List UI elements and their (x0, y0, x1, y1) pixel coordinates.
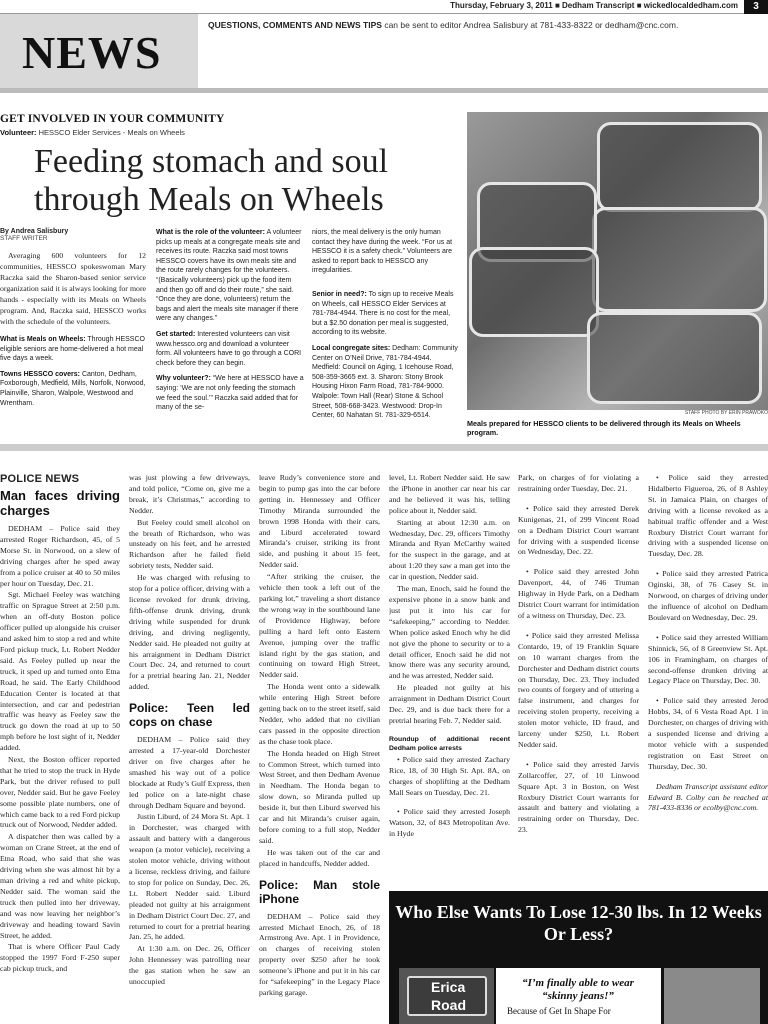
meals-photo (467, 112, 768, 410)
paragraph: DEDHAM – Police said they arrested a 17-year-old Dorchester driver on five charges after he smashed his way out of a police blockade at Rudy’s Gulf Express, then led police on a late-night chase through Dedham Square and beyond. (129, 735, 250, 810)
paragraph: leave Rudy’s convenience store and begin to pump gas into the car before getting in. Hennessey and Officer Timothy Miranda surrounded the brown 1998 Honda with their cars, and Liburd accelerated toward Miranda’s cruiser, striking its front side, and pushing it about 15 feet, Nedder said. (259, 473, 380, 570)
paragraph: “After striking the cruiser, the vehicle then took a left out of the parking lot,” traveling a short distance the wrong way in the southbound lane of Providence Highway, before pulling a hard left onto Eastern Avenue, jumping over the traffic island right by the gas station, and continuing on toward High Street, Nedder said. (259, 572, 380, 680)
divider (0, 88, 768, 93)
questions-line (208, 20, 768, 30)
qa-answer: Interested volunteers can visit www.hessco.org and download a volunteer form. All volunteers have to go through a CORI check before they can begin. (156, 330, 302, 367)
arrest-item: • Police said they arrested Jerod Hobbs, 34, of 6 Vesta Road Apt. 1 in Dorchester, on charges of driving with a suspended license and driving a motor vehicle with a suspended registration on East Street on Thursday, Dec. 30. (648, 696, 768, 771)
qa-answer: niors, the meal delivery is the only human contact they have during the week. “For us at HESSCO it is a safety check.” Volunteers are asked to report back to HESSCO any irregularities. (312, 229, 453, 275)
story-headline: Man faces driving charges (0, 488, 120, 518)
tray-shape (592, 207, 767, 312)
paragraph: Starting at about 12:30 a.m. on Wednesday, Dec. 29, officers Timothy Miranda and Ryan McCarthy waited for the suspect in the garage, and at about 1:20 they saw a man get into the car in question, Nedder said. (389, 517, 510, 582)
police-section-title: POLICE NEWS (0, 473, 80, 485)
paragraph: DEDHAM – Police said they arrested Roger Richardson, 45, of 5 Morse St. in Norwood, on a slew of driving charges after he sped away from a police cruiser at 40 to 50 miles per hour on Tuesday, Dec. 21. (0, 524, 120, 588)
questions-lead: QUESTIONS, COMMENTS AND NEWS TIPS (208, 20, 382, 30)
ad-body: Because of Get In Shape For (503, 1004, 653, 1024)
qa-answer: “We here at HESSCO have a saying: ‘We are not only feeding the stomach we feed the soul.’” Raczka said added that for many of the se- (156, 375, 304, 412)
paragraph: Justin Liburd, of 24 Mora St. Apt. 1 in Dorchester, was charged with assault and battery with a dangerous weapon (a motor vehicle), receiving a stolen motor vehicle, driving without a license, reckless driving, and failure to stop for police on Sunday, Dec. 26, Lt. Robert Nedder said. Liburd pleaded not guilty at his arraignment in Dedham District Court Dec. 27, and returned to court for a pretrial hearing Jan. 25, he added. (129, 812, 250, 942)
qa-answer: Dedham: Community Center on O’Neil Drive, 781-784-4944. Medfield: Council on Aging, 1 Icehouse Road, 508-359-3665 ext. 3. Sharon: Stony Brook Housing Hixon Farm Road, 781-784-9000. Walpole: Town Hall (Rear) Stone & School Street, 508-668-3423. Westwood: Drop-In Center, 60 Nahatan St. 781-329-6514. (312, 344, 458, 420)
lead-paragraph: Averaging 600 volunteers for 12 communities, HESSCO spokeswoman Mary Raczka said the Sharon-based senior service organization said it is always looking for more hands - especially with its Meals on Wheels program. And, Raczka said, HESSCO works with the schedule of the volunteers. (0, 251, 146, 326)
paragraph: Sgt. Michael Feeley was watching traffic on Sprague Street at 2:50 p.m. when an off-duty Boston police officer pulled up alongside his cruiser and asked him to stop a red and white Ford pickup truck, Lt. Robert Nedder said. As Feeley pulled up near the truck, it sped up and turned onto Etna Road, he said. The Early Childhood Education Center is located at that intersection, and car and pedestrian traffic was heavy as Feeley saw the truck go down the road at up to 50 mph before he lost sight of it, Nedder added. (0, 590, 120, 753)
ad-headline: Who Else Wants To Lose 12-30 lbs. In 12 Weeks Or Less? (395, 902, 762, 944)
qa-answer: To sign up to receive Meals on Wheels, call HESSCO Elder Services at 781-784-4944. There is no cost for the meal, but a $2.50 donation per meal is suggested, according to its website. (312, 290, 454, 337)
qa-answer: Canton, Dedham, Foxborough, Medfield, Mills, Norfolk, Norwood, Plainville, Sharon, Walpole, Westwood and Wrentham. (0, 370, 146, 407)
qa-answer: Through HESSCO eligible seniors are home-delivered a hot meal five days a week. (0, 336, 145, 363)
police-column-4 (389, 473, 510, 885)
paragraph: That is where Officer Paul Cady stopped the 1997 Ford F-250 super cab pickup truck, and (0, 942, 120, 974)
qa-item (156, 228, 304, 324)
police-column-3 (259, 473, 380, 1024)
qa-item (156, 330, 304, 368)
section-title: NEWS (22, 27, 162, 78)
qa-answer: A volunteer picks up meals at a congregate meals site and receives its route. Raczka said most towns HESSCO covers have its own meals site and the route rarely changes for the volunteers. “(Basically volunteers) pick up the food item and then go off and do their route,” she said. “Once they are done, volunteers) return the bags and alert the meals site manager if there were any changes.” (156, 229, 302, 323)
arrest-item: • Police said they arrested Patrica Oginski, 38, of 76 Casey St. in Norwood, on charges of driving under the influence of alcohol on Dedham Boulevard on Wednesday, Dec. 29. (648, 569, 768, 622)
road-sign: Erica Road (407, 976, 487, 1016)
paragraph: At 1:30 a.m. on Dec. 26, Officer John Hennessey was patrolling near the gas station when he saw an unoccupied (129, 944, 250, 987)
person-photo (664, 968, 760, 1024)
arrest-item: • Police said they arrested Hidalberto Figueroa, 26, of 8 Ashley St. in Jamaica Plain, on charges of driving with a license revoked as a habitual traffic offender and a West Roxbury District Court warrant for driving with a suspended license on Tuesday, Dec. 28. (648, 473, 768, 559)
date-line: Thursday, February 3, 2011 ■ Dedham Transcript ■ wickedlocaldedham.com (450, 1, 738, 10)
arrest-item: • Police said they arrested Joseph Watson, 32, of 843 Metropolitan Ave. in Hyde (389, 807, 510, 839)
qa-question: Get started: (156, 330, 196, 338)
police-column-2 (129, 473, 250, 1024)
paragraph: He was charged with refusing to stop for a police officer, driving with a license revoked for drunk driving, fifth-offense drunk driving, drunk driving while suspended for drunk driving, and driving negligently, Nedder said. He pleaded not guilty at his arraignment in Dedham District Court Dec. 24, and returned to court for a pretrial hearing Jan. 21, Nedder added. (129, 573, 250, 692)
top-bar (0, 0, 768, 14)
ad-quote: “I’m finally able to wear “skinny jeans!” (503, 975, 653, 1005)
paragraph: But Feeley could smell alcohol on the breath of Richardson, who was unsteady on his feet, and he arrested Richardson after he failed field sobriety tests, Nedder said. (129, 517, 250, 571)
qa-item (312, 228, 460, 276)
paragraph: The Honda went onto a sidewalk while entering High Street before getting back on to the street itself, said Nedder, who added that no civilian cars passed in the opposite direction as the chase took place. (259, 682, 380, 746)
police-column-5 (518, 473, 639, 885)
story-headline: Police: Man stole iPhone (259, 877, 380, 906)
arrest-item: • Police said they arrested Derek Kunigenas, 21, of 299 Vincent Road on a Dedham District Court warrant for driving with a suspended license on Wednesday, Dec. 22. (518, 503, 639, 557)
police-column-6 (648, 473, 768, 885)
volunteer-label: Volunteer: (0, 128, 37, 137)
photo-caption: Meals prepared for HESSCO clients to be delivered through its Meals on Wheels program. (467, 419, 741, 437)
editor-tagline: Dedham Transcript assistant editor Edward B. Colby can be reached at 781-433-8336 or ecolby@cnc.com. (648, 781, 768, 813)
byline-role: STAFF WRITER (0, 235, 48, 242)
paragraph: The man, Enoch, said he found the expensive phone in a snow bank and just put it into his car for “safekeeping,” according to Nedder. When police asked Enoch why he did not give the phone to security or to a detail officer, Enoch said he did not know there was any security around, and he was arrested, Nedder said. (389, 584, 510, 681)
qa-question: Why volunteer?: (156, 375, 211, 383)
arrest-item: • Police said they arrested Jarvis Zollarcoffer, 27, of 10 Linwood Square Apt. 3 in Boston, on West Roxbury District Court warrants for assault and battery and violating a restraining order on Thursday, Dec. 23. (518, 759, 639, 835)
paragraph: was just plowing a few driveways, and told police, “Come on, give me a break, it’s Christmas,” according to Nedder. (129, 473, 250, 515)
qa-question: Towns HESSCO covers: (0, 370, 81, 378)
paragraph: Next, the Boston officer reported that he tried to stop the truck in Hyde Park, but the driver refused to pull over, Nedder said. But he gave Feeley some possible plate numbers, one of which came back to a red Ford pickup truck out of Norwood, Nedder added. (0, 755, 120, 830)
qa-question: What is the role of the volunteer: (156, 229, 265, 236)
paragraph: A dispatcher then was called by a woman on Crane Street, at the end of Etna Road, who said that she was driving when she was almost hit by a man driving a red and white pickup, Nedder said. The woman said the truck then pulled into her driveway, and was now leaving her neighbor’s driveway and heading toward Savin Street, he added. (0, 832, 120, 940)
paragraph: He pleaded not guilty at his arraignment in Dedham District Court Dec. 29, and is due back there for a pretrial hearing Feb. 7, Nedder said. (389, 683, 510, 725)
questions-rest: can be sent to editor Andrea Salisbury at 781-433-8322 or dedham@cnc.com. (381, 20, 679, 30)
story-headline: Police: Teen led cops on chase (129, 701, 250, 730)
roundup-headline: Roundup of additional recent Dedham police arrests (389, 735, 510, 752)
feature-kicker: GET INVOLVED IN YOUR COMMUNITY (0, 113, 225, 125)
arrest-item: • Police said they arrested John Davenport, 44, of 746 Truman Highway in Hyde Park, on a Dedham District Court warrant for intimidation of a witness on Thursday, Dec. 23. (518, 567, 639, 620)
qa-question: Senior in need?: (312, 290, 367, 298)
byline: By Andrea Salisbury (0, 228, 69, 235)
section-banner (0, 14, 198, 88)
feature-column-2 (156, 228, 304, 419)
qa-question: What is Meals on Wheels: (0, 336, 86, 343)
arrest-item: • Police said they arrested Zachary Rice, 18, of 30 High St. Apt. 8A, on charges of shoplifting at the Dedham Mall Sears on Tuesday, Dec. 21. (389, 754, 510, 797)
arrest-item: Park, on charges of for violating a restraining order Tuesday, Dec. 21. (518, 473, 639, 493)
qa-item (156, 374, 304, 412)
qa-question: Local congregate sites: (312, 344, 391, 352)
qa-item (0, 335, 146, 364)
divider (0, 444, 768, 451)
paragraph: DEDHAM – Police said they arrested Michael Enoch, 26, of 18 Armstrong Ave. Apt. 1 in Providence, on charges of receiving stolen property over $250 after he took someone’s iPhone and put it in his car for “safekeeping” in the Legacy Place parking garage. (259, 911, 380, 997)
qa-item (312, 344, 460, 421)
qa-item (312, 290, 460, 338)
tray-shape (587, 312, 762, 404)
volunteer-line (0, 128, 185, 137)
tray-shape (469, 247, 599, 337)
paragraph: The Honda headed on High Street to Common Street, which turned into West Street, and then Dedham Avenue in Needham. The Honda began to slow down, so Miranda pulled up beside it, but then Liburd swerved his car and hit Miranda’s cruiser again, before coming to a full stop, Nedder said. (259, 748, 380, 845)
feature-headline: Feeding stomach and soul through Meals on Wheels (34, 143, 389, 218)
arrest-item: • Police said they arrested Melissa Contardo, 19, of 19 Franklin Square on 10 warrant charges from the Dorchester and Dedham district courts on Thursday, Dec. 23. They included two counts of forgery and of uttering a false instrument, and charges for receiving stolen property, receiving a stolen motor vehicle, ID fraud, and larceny under $250, Lt. Robert Nedder said. (518, 630, 639, 749)
feature-column-1 (0, 228, 146, 414)
feature-column-3 (312, 228, 460, 427)
advertisement[interactable] (389, 891, 768, 1024)
paragraph: He was taken out of the car and placed in handcuffs, Nedder added. (259, 847, 380, 868)
volunteer-value: HESSCO Elder Services - Meals on Wheels (36, 128, 185, 137)
arrest-item: • Police said they arrested William Shinnick, 56, of 8 Greenview St. Apt. 106 in Framingham, on charges of second-offense drunken driving at Legacy Place on Thursday, Dec. 30. (648, 632, 768, 686)
police-column-1 (0, 473, 120, 1024)
photo-credit: STAFF PHOTO BY ERIN PRAWOKO (684, 410, 768, 416)
paragraph: level, Lt. Robert Nedder said. He saw the iPhone in another car near his car and he believed it was his, telling police about it, Nedder said. (389, 473, 510, 515)
tray-shape (597, 122, 762, 212)
page-number: 3 (744, 0, 768, 14)
qa-item (0, 370, 146, 408)
